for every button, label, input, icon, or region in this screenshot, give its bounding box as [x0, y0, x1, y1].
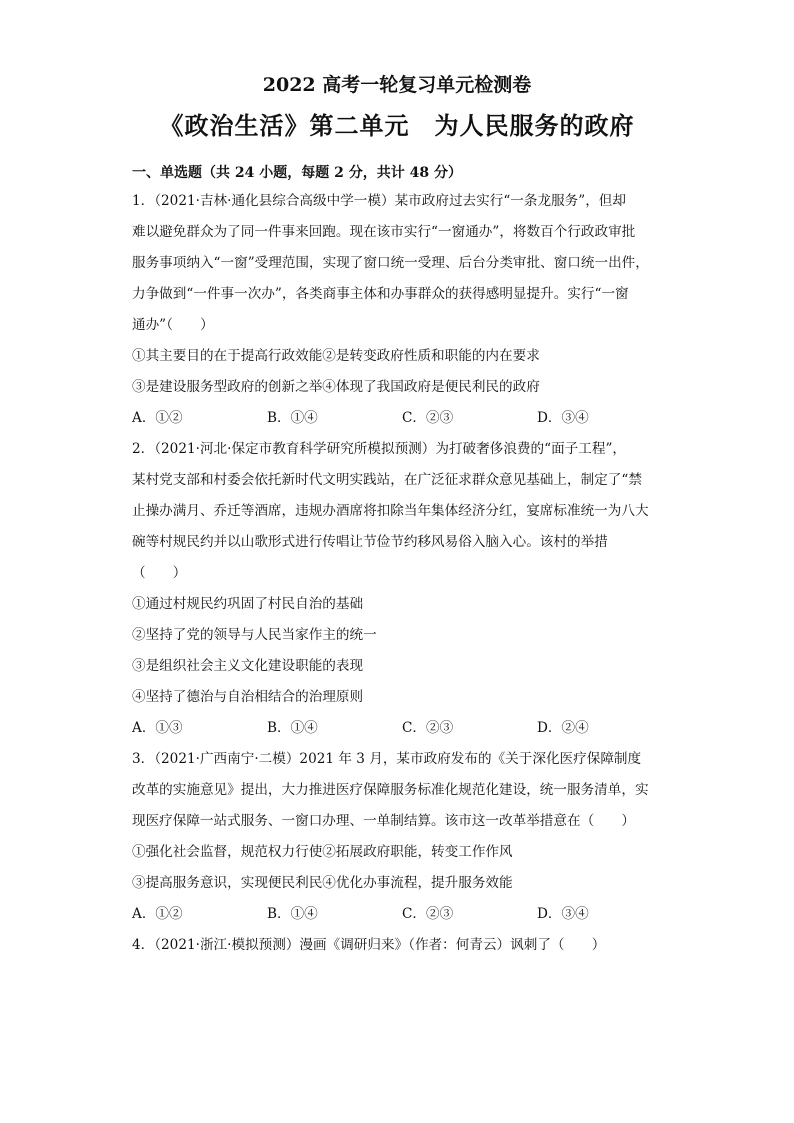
document-title: 2022 高考一轮复习单元检测卷 — [262, 74, 532, 96]
option-d: D．③④ — [537, 410, 589, 426]
option-c: C．②③ — [402, 906, 454, 922]
question-text-line: 服务事项纳入“一窗”受理范围，实现了窗口统一受理、后台分类审批、窗口统一出件， — [132, 255, 649, 271]
question-text-line: 现医疗保障一站式服务、一窗口办理、一单制结算。该市这一改革举措意在（ ） — [132, 813, 635, 829]
question-text-line: 难以避免群众为了同一件事来回跑。现在该市实行“一窗通办”，将数百个行政政审批 — [132, 224, 636, 240]
option-a: A．①③ — [132, 720, 183, 736]
answer-options — [132, 403, 672, 434]
question-2 — [132, 434, 672, 744]
statement-line: ②坚持了党的领导与人民当家作主的统一 — [132, 627, 377, 643]
question-text-line: 4．（2021·浙江·模拟预测）漫画《调研归来》（作者：何青云）讽刺了（ ） — [132, 937, 606, 953]
option-a: A．①② — [132, 906, 183, 922]
statement-line: ①通过村规民约巩固了村民自治的基础 — [132, 596, 364, 612]
option-b: B．①④ — [267, 410, 318, 426]
statement-line: ①强化社会监督，规范权力行使②拓展政府职能，转变工作作风 — [132, 844, 513, 860]
question-text-line: 某村党支部和村委会依托新时代文明实践站，在广泛征求群众意见基础上，制定了“禁 — [132, 472, 642, 488]
statement-line: ③提高服务意识，实现便民利民④优化办事流程，提升服务效能 — [132, 875, 513, 891]
question-text-line: 2．（2021·河北·保定市教育科学研究所模拟预测）为打破奢侈浪费的“面子工程”， — [132, 441, 626, 457]
option-c: C．②③ — [402, 410, 454, 426]
option-a: A．①② — [132, 410, 183, 426]
question-1 — [132, 186, 672, 434]
question-4 — [132, 930, 672, 961]
question-3 — [132, 744, 672, 930]
option-b: B．①④ — [267, 720, 318, 736]
statement-line: ③是组织社会主义文化建设职能的表现 — [132, 658, 364, 674]
question-text-line: （ ） — [132, 565, 187, 581]
option-b: B．①④ — [267, 906, 318, 922]
question-text-line: 3．（2021·广西南宁·二模）2021 年 3 月，某市政府发布的《关于深化医疗保障制度 — [132, 751, 642, 767]
option-d: D．②④ — [537, 720, 589, 736]
statement-line: ③是建设服务型政府的创新之举④体现了我国政府是便民利民的政府 — [132, 379, 540, 395]
section-heading: 一、单选题（共 24 小题，每题 2 分，共计 48 分） — [132, 165, 462, 181]
answer-options — [132, 713, 672, 744]
question-text-line: 改革的实施意见》提出，大力推进医疗保障服务标准化规范化建设，统一服务清单，实 — [132, 782, 649, 798]
question-text-line: 止操办满月、乔迁等酒席，违规办酒席将扣除当年集体经济分红，宴席标准统一为八大 — [132, 503, 649, 519]
question-text-line: 力争做到“一件事一次办”，各类商事主体和办事群众的获得感明显提升。实行“一窗 — [132, 286, 629, 302]
document-subtitle: 《政治生活》第二单元 为人民服务的政府 — [159, 111, 635, 140]
statement-line: ①其主要目的在于提高行政效能②是转变政府性质和职能的内在要求 — [132, 348, 540, 364]
question-text-line: 1．（2021·吉林·通化县综合高级中学一模）某市政府过去实行“一条龙服务”，但却 — [132, 193, 626, 209]
answer-options — [132, 899, 672, 930]
option-c: C．②③ — [402, 720, 454, 736]
question-text-line: 通办”（ ） — [132, 317, 214, 333]
question-text-line: 碗等村规民约并以山歌形式进行传唱让节俭节约移风易俗入脑入心。该村的举措 — [132, 534, 608, 550]
option-d: D．③④ — [537, 906, 589, 922]
statement-line: ④坚持了德治与自治相结合的治理原则 — [132, 689, 364, 705]
